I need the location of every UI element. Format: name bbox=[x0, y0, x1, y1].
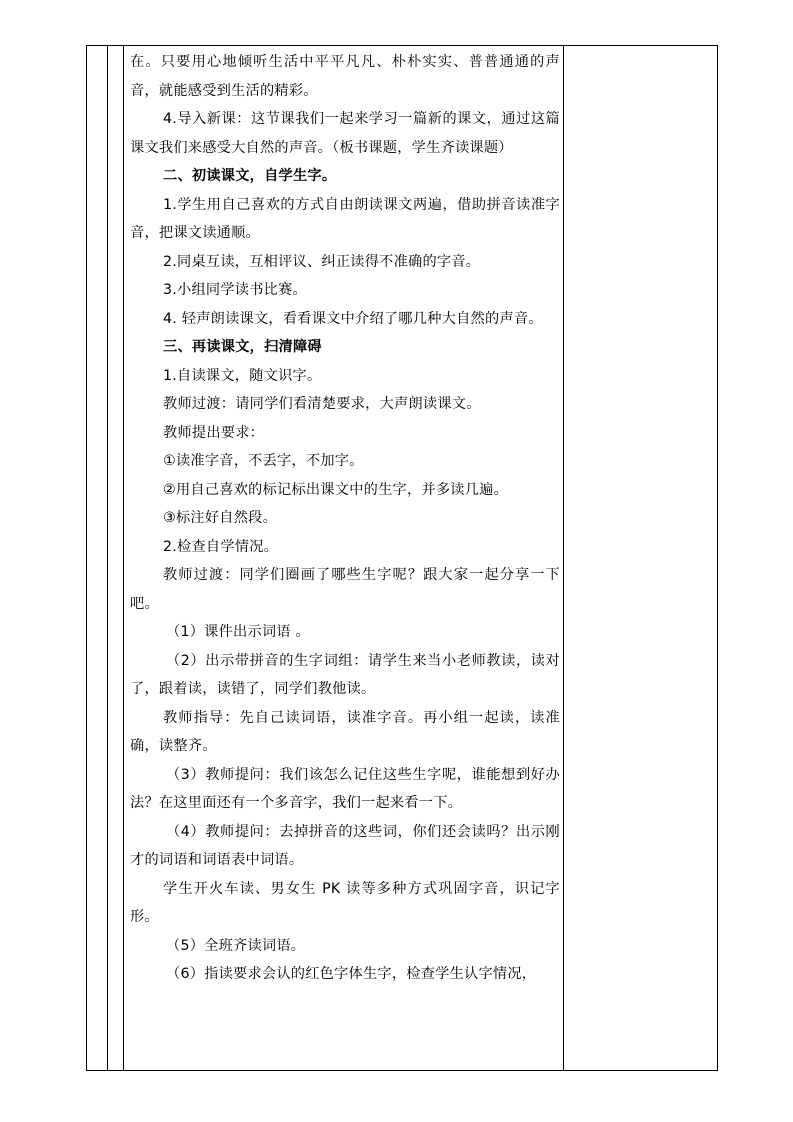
paragraph: 教师过渡：请同学们看清楚要求，大声朗读课文。 bbox=[163, 396, 481, 412]
paragraph: 在。只要用心地倾听生活中平平凡凡、朴朴实实、普普通通的声音，就能感受到生活的精彩。 bbox=[130, 54, 560, 99]
paragraph: 教师提出要求： bbox=[163, 424, 265, 441]
column-divider bbox=[563, 46, 564, 1070]
section-heading: 二、初读课文，自学生字。 bbox=[163, 168, 337, 184]
paragraph: （5）全班齐读词语。 bbox=[166, 937, 306, 954]
paragraph: （1）课件出示词语 。 bbox=[166, 624, 310, 640]
paragraph: 1.自读课文，随文识字。 bbox=[163, 367, 322, 384]
paragraph: 2.检查自学情况。 bbox=[163, 538, 279, 555]
paragraph: 4. 轻声朗读课文，看看课文中介绍了哪几种大自然的声音。 bbox=[163, 310, 543, 327]
section-heading: 三、再读课文，扫清障碍 bbox=[163, 339, 322, 355]
paragraph: 1.学生用自己喜欢的方式自由朗读课文两遍，借助拼音读准字音，把课文读通顺。 bbox=[130, 196, 560, 241]
paragraph: 学生开火车读、男女生 PK 读等多种方式巩固字音，识记字形。 bbox=[130, 880, 560, 925]
paragraph: ③标注好自然段。 bbox=[163, 510, 278, 526]
paragraph: 3.小组同学读书比赛。 bbox=[163, 282, 307, 298]
column-divider bbox=[107, 46, 108, 1070]
paragraph: （3）教师提问：我们该怎么记住这些生字呢，谁能想到好办法？在这里面还有一个多音字，我们一起来看一下。 bbox=[130, 766, 560, 811]
paragraph: （2）出示带拼音的生字词组：请学生来当小老师教读，读对了，跟着读，读错了，同学们教他读。 bbox=[130, 652, 560, 697]
paragraph: （4）教师提问：去掉拼音的这些词，你们还会读吗？出示刚才的词语和词语表中词语。 bbox=[130, 823, 560, 868]
paragraph: 教师指导：先自己读词语，读准字音。再小组一起读，读准确，读整齐。 bbox=[130, 709, 560, 754]
paragraph: 2.同桌互读，互相评议、纠正读得不准确的字音。 bbox=[163, 253, 481, 270]
paragraph: ②用自己喜欢的标记标出课文中的生字，并多读几遍。 bbox=[163, 481, 509, 498]
paragraph: 教师过渡：同学们圈画了哪些生字呢？跟大家一起分享一下吧。 bbox=[130, 567, 560, 612]
paragraph: 4.导入新课：这节课我们一起来学习一篇新的课文，通过这篇课文我们来感受大自然的声音。（板书课题，学生齐读课题） bbox=[130, 111, 560, 156]
column-divider bbox=[123, 46, 124, 1070]
paragraph: ①读准字音，不丢字，不加字。 bbox=[163, 453, 364, 469]
paragraph: （6）指读要求会认的红色字体生字，检查学生认字情况， bbox=[166, 966, 537, 982]
lesson-content-cell bbox=[130, 48, 560, 989]
